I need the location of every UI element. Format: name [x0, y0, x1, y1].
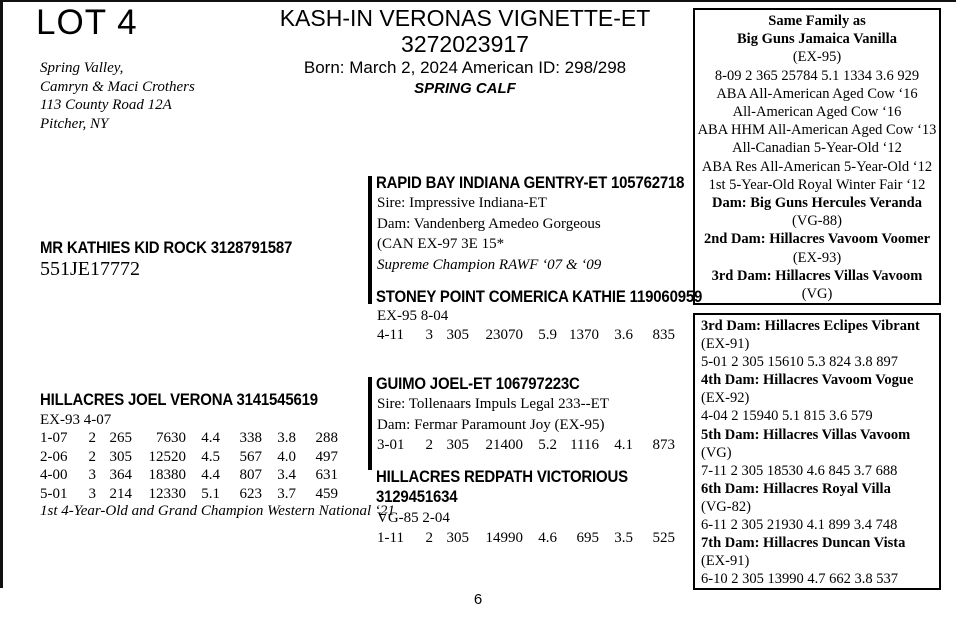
- same-family-box: [693, 8, 941, 305]
- consignor-line: Camryn & Maci Crothers: [40, 78, 195, 95]
- family-box-line: 1st 5-Year-Old Royal Winter Fair ‘12: [708, 176, 926, 193]
- family-box-line: (EX-95): [792, 49, 842, 66]
- sires-sire-show-note: Supreme Champion RAWF ‘07 & ‘09: [377, 256, 602, 273]
- sires-sire-score-line: (CAN EX-97 3E 15*: [377, 236, 505, 252]
- maternal-box-line: 5th Dam: Hillacres Villas Vavoom: [701, 426, 911, 443]
- sires-sire-dam-line: Dam: Vandenberg Amedeo Gorgeous: [377, 215, 601, 232]
- dams-sire-details: [377, 394, 609, 435]
- maternal-box-line: 7-11 2 305 18530 4.6 845 3.7 688: [701, 462, 898, 479]
- lactation-record-row: 1-07 2 265 7630 4.4 338 3.8 288: [40, 430, 338, 446]
- family-box-line: Big Guns Jamaica Vanilla: [737, 31, 897, 48]
- maternal-box-line: 4th Dam: Hillacres Vavoom Vogue: [701, 372, 914, 389]
- family-box-line: ABA All-American Aged Cow ‘16: [716, 85, 918, 102]
- family-box-line: 3rd Dam: Hillacres Villas Vavoom: [711, 267, 923, 284]
- maternal-box-line: 7th Dam: Hillacres Duncan Vista: [701, 535, 906, 552]
- dams-dam-name-line1: HILLACRES REDPATH VICTORIOUS: [376, 467, 628, 486]
- family-box-line: All-Canadian 5-Year-Old ‘12: [732, 140, 902, 157]
- sires-sire-name: RAPID BAY INDIANA GENTRY-ET 105762718: [376, 173, 685, 192]
- dams-sire-sire-line: Sire: Tollenaars Impuls Legal 233--ET: [377, 396, 609, 412]
- page-number: 6: [473, 591, 483, 608]
- maternal-box-line: 3rd Dam: Hillacres Eclipes Vibrant: [701, 318, 920, 334]
- animal-registration: 3272023917: [401, 31, 529, 57]
- lactation-record-row: 5-01 3 214 12330 5.1 623 3.7 459: [40, 486, 338, 503]
- maternal-box-line: 6-10 2 305 13990 4.7 662 3.8 537: [701, 571, 898, 588]
- lactation-record-row: 2-06 2 305 12520 4.5 567 4.0 497: [40, 448, 338, 465]
- lactation-record-row: 4-11 3 305 23070 5.9 1370 3.6 835: [377, 327, 675, 343]
- dams-dam-name-line2: 3129451634: [376, 487, 458, 506]
- animal-header: [235, 5, 695, 99]
- dams-sire-dam-line: Dam: Fermar Paramount Joy (EX-95): [377, 416, 605, 433]
- family-box-line: (VG): [801, 286, 833, 303]
- dams-dam-score: VG-85 2-04: [377, 510, 450, 526]
- lactation-record-row: 3-01 2 305 21400 5.2 1116 4.1 873: [377, 437, 675, 453]
- scan-edge-top: [0, 0, 956, 2]
- maternal-box-line: (EX-91): [701, 336, 750, 353]
- family-box-line: (EX-93): [792, 249, 842, 266]
- maternal-box-line: 6th Dam: Hillacres Royal Villa: [701, 480, 891, 497]
- family-box-line: 8-09 2 365 25784 5.1 1334 3.6 929: [714, 67, 920, 84]
- consignor-address: [40, 59, 195, 133]
- family-box-line: ABA Res All-American 5-Year-Old ‘12: [701, 158, 933, 175]
- sires-dam-score: EX-95 8-04: [377, 308, 449, 324]
- family-box-line: Dam: Big Guns Hercules Veranda: [711, 195, 922, 212]
- sire-semen-code: 551JE17772: [40, 258, 140, 280]
- family-box-line: 2nd Dam: Hillacres Vavoom Voomer: [703, 231, 931, 248]
- consignor-line: 113 County Road 12A: [40, 97, 172, 113]
- family-box-line: (VG-88): [792, 213, 842, 230]
- dam-lactation-table: [40, 429, 338, 504]
- lot-number: LOT 4: [36, 3, 138, 42]
- lactation-record-row: 1-11 2 305 14990 4.6 695 3.5 525: [377, 530, 675, 546]
- family-box-line: All-American Aged Cow ‘16: [732, 104, 902, 121]
- dam-score: EX-93 4-07: [40, 412, 112, 428]
- maternal-box-line: (VG-82): [701, 498, 751, 515]
- animal-category: SPRING CALF: [414, 80, 516, 97]
- sires-sire-details: [377, 193, 601, 275]
- maternal-box-line: 5-01 2 305 15610 5.3 824 3.8 897: [701, 354, 898, 371]
- scan-edge-left: [0, 0, 3, 588]
- maternal-box-line: (EX-91): [701, 553, 750, 570]
- family-box-line: ABA HHM All-American Aged Cow ‘13: [697, 122, 937, 139]
- dam-name: HILLACRES JOEL VERONA 3141545619: [40, 390, 318, 409]
- dams-sire-name: GUIMO JOEL-ET 106797223C: [376, 374, 580, 393]
- maternal-box-line: 4-04 2 15940 5.1 815 3.6 579: [701, 408, 873, 425]
- family-box-line: Same Family as: [768, 13, 866, 29]
- pedigree-bracket-bar: [368, 176, 372, 304]
- pedigree-bracket-bar: [368, 377, 372, 470]
- maternal-box-line: (EX-92): [701, 390, 750, 407]
- sires-dam-name: STONEY POINT COMERICA KATHIE 119060959: [376, 287, 703, 306]
- consignor-line: Pitcher, NY: [40, 115, 109, 132]
- dam-show-note: 1st 4-Year-Old and Grand Champion Western National ‘21: [40, 503, 395, 519]
- animal-born-line: Born: March 2, 2024 American ID: 298/298: [303, 58, 627, 77]
- sire-name: MR KATHIES KID ROCK 3128791587: [40, 238, 293, 257]
- sires-sire-sire-line: Sire: Impressive Indiana-ET: [377, 195, 547, 211]
- maternal-box-line: (VG): [701, 444, 732, 461]
- animal-name: KASH-IN VERONAS VIGNETTE-ET: [279, 5, 651, 31]
- lactation-record-row: 4-00 3 364 18380 4.4 807 3.4 631: [40, 467, 338, 484]
- maternal-line-box: [693, 313, 941, 590]
- consignor-line: Spring Valley,: [40, 60, 124, 76]
- maternal-box-line: 6-11 2 305 21930 4.1 899 3.4 748: [701, 517, 898, 534]
